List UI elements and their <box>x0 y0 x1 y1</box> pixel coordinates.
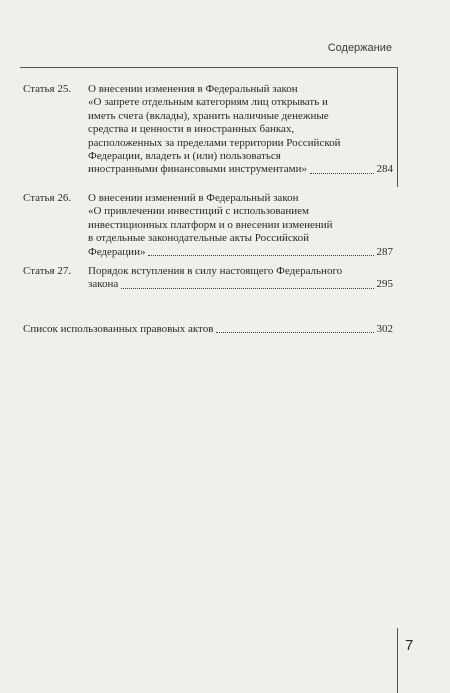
toc-entry-line: иметь счета (вклады), хранить наличные денежные <box>88 109 329 122</box>
toc-entry-line: иностранными финансовыми инструментами» <box>88 163 307 176</box>
dot-leader <box>216 332 373 333</box>
toc-entry-line: Федерации, владеть и (или) пользоваться <box>88 150 281 163</box>
toc-entry-line: «О запрете отдельным категориям лиц открывать и <box>88 96 328 109</box>
dot-leader <box>148 255 373 256</box>
toc-entry-label: Статья 26. <box>23 192 72 204</box>
header-rule <box>20 67 398 68</box>
toc-page-number: 302 <box>376 323 393 335</box>
toc-page-number: 287 <box>376 245 393 258</box>
toc-entry-line: инвестиционных платформ и о внесении изменений <box>88 218 333 231</box>
toc-entry-legal-acts-list[interactable] <box>23 323 393 336</box>
toc-entry-line: «О привлечении инвестиций с использованием <box>88 205 309 218</box>
toc-entry-line: О внесении изменений в Федеральный закон <box>88 192 299 204</box>
toc-entry-line: Порядок вступления в силу настоящего Федерального <box>88 265 343 277</box>
header-vertical-rule <box>397 67 398 187</box>
toc-entry-line: в отдельные законодательные акты Российской <box>88 232 309 245</box>
toc-entry-line: О внесении изменения в Федеральный закон <box>88 83 298 95</box>
toc-entry-article-26[interactable] <box>23 192 393 259</box>
toc-entry-label: Статья 25. <box>23 83 72 95</box>
toc-entry-line: Федерации» <box>88 245 146 258</box>
page-number: 7 <box>405 637 414 654</box>
toc-page-number: 295 <box>376 278 393 291</box>
toc-entry-article-25[interactable] <box>23 83 393 177</box>
toc-entry-line: средства и ценности в иностранных банках, <box>88 123 295 136</box>
toc-entry-label: Статья 27. <box>23 265 72 277</box>
toc-entry-line: закона <box>88 278 119 291</box>
dot-leader <box>310 173 374 174</box>
toc-entry-article-27[interactable] <box>23 265 393 292</box>
dot-leader <box>121 288 373 289</box>
running-header-title: Содержание <box>327 42 392 54</box>
toc-page-number: 284 <box>376 163 393 176</box>
toc-entry-line: Список использованных правовых актов <box>23 323 214 335</box>
toc-entry-line: расположенных за пределами территории Российской <box>88 136 341 149</box>
